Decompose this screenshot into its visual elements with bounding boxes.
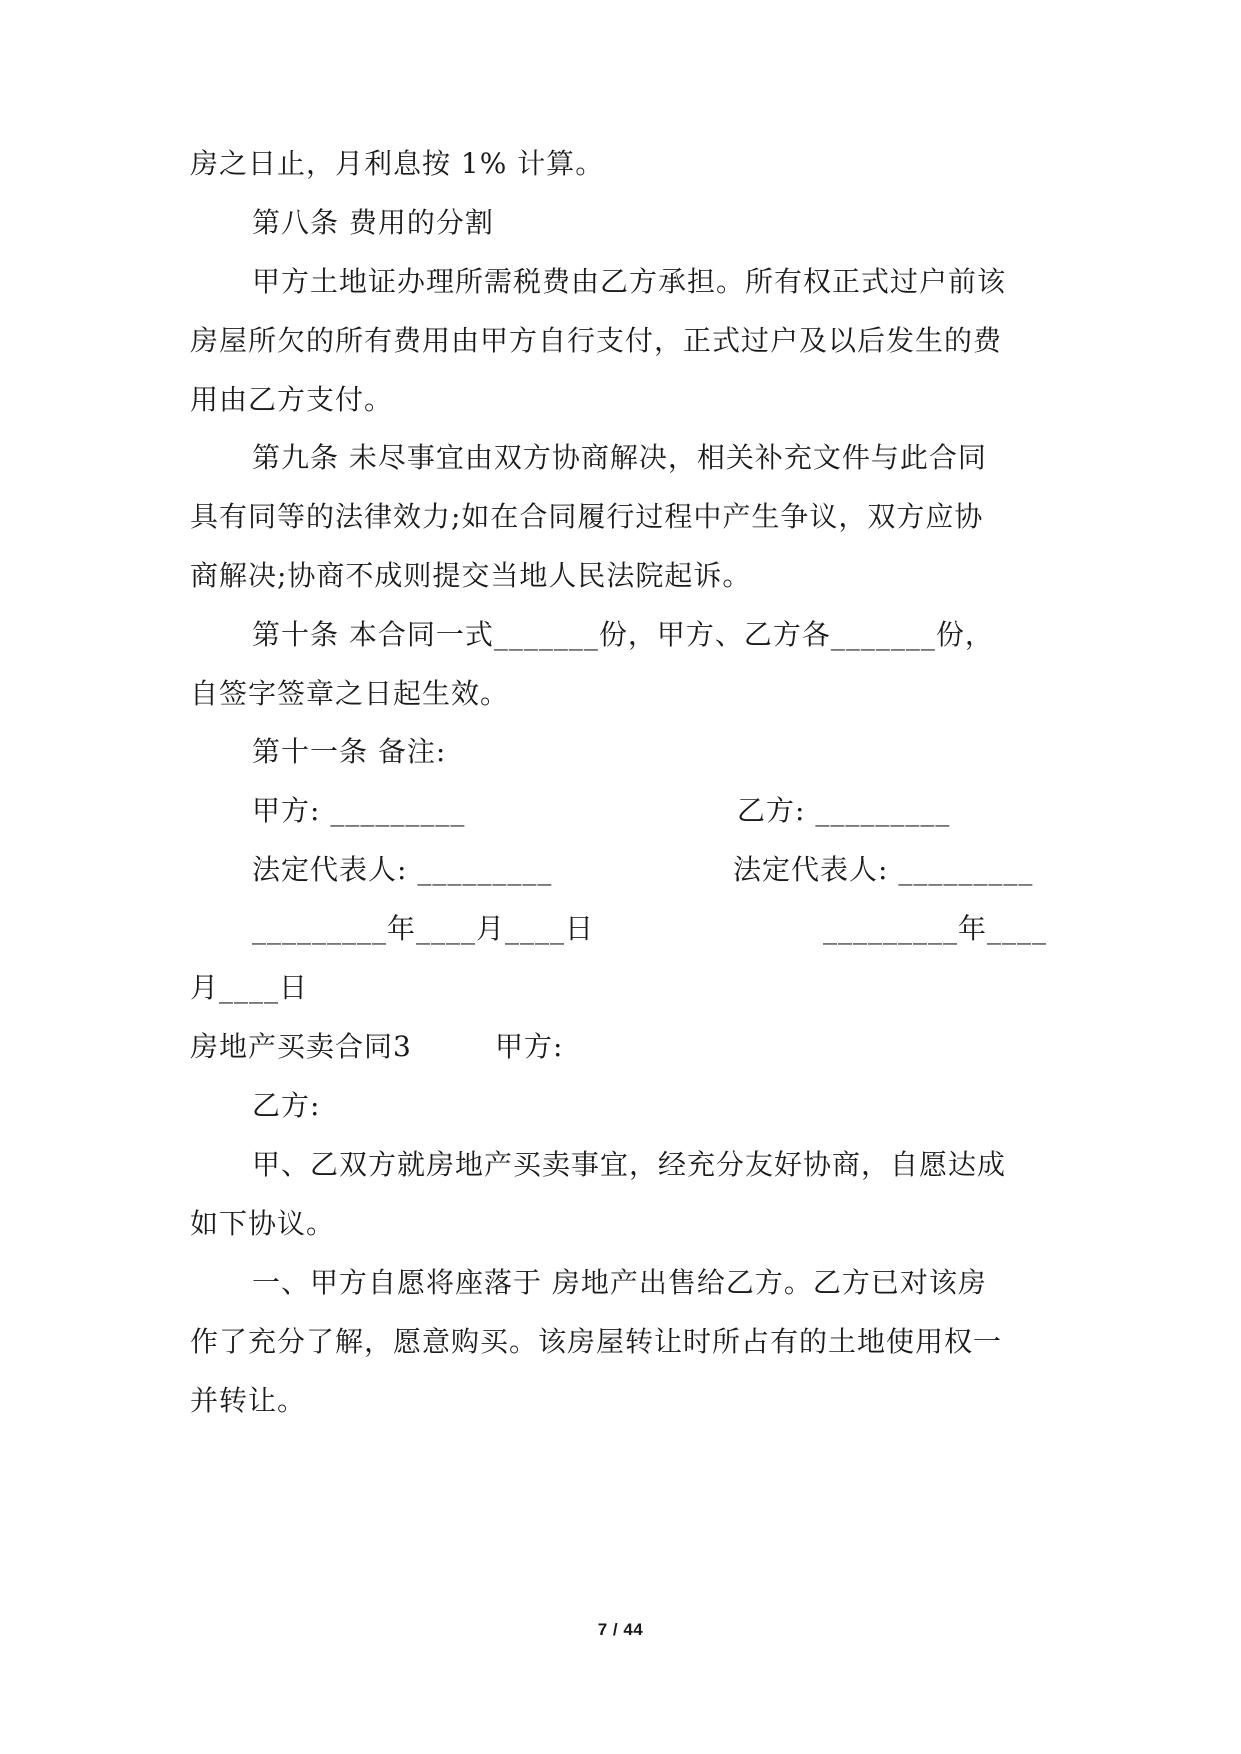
paragraph-line: 房之日止，月利息按 1% 计算。 (190, 147, 605, 180)
paragraph-line: 并转让。 (190, 1384, 307, 1417)
section-heading: 第八条 费用的分割 (252, 206, 494, 239)
paragraph-line: 作了充分了解，愿意购买。该房屋转让时所占有的土地使用权一 (190, 1325, 1003, 1358)
party-b-signature: 乙方: _________ (737, 794, 951, 827)
party-a-signature: 甲方: _________ (252, 794, 466, 827)
party-b-label: 乙方: (252, 1089, 321, 1122)
party-a-date: _________年____月____日 (252, 912, 595, 945)
paragraph-line: 商解决;协商不成则提交当地人民法院起诉。 (190, 559, 752, 592)
paragraph-line: 具有同等的法律效力;如在合同履行过程中产生争议，双方应协 (190, 500, 984, 533)
paragraph-line: 第十条 本合同一式_______份，甲方、乙方各_______份， (252, 618, 994, 651)
paragraph-line: 房屋所欠的所有费用由甲方自行支付，正式过户及以后发生的费 (190, 324, 1003, 357)
paragraph-line: 第九条 未尽事宜由双方协商解决，相关补充文件与此合同 (252, 441, 987, 474)
paragraph-line: 自签字签章之日起生效。 (190, 677, 510, 710)
paragraph-line: 甲方土地证办理所需税费由乙方承担。所有权正式过户前该 (252, 265, 1007, 298)
party-a-representative: 法定代表人: _________ (252, 853, 553, 886)
party-b-representative: 法定代表人: _________ (733, 853, 1034, 886)
section-heading: 第十一条 备注: (252, 735, 447, 768)
party-a-label: 甲方: (495, 1030, 564, 1063)
page-number: 7 / 44 (597, 1620, 644, 1639)
paragraph-line: 月____日 (190, 971, 309, 1004)
paragraph-line: 如下协议。 (190, 1207, 336, 1240)
party-b-date: _________年____ (823, 912, 1048, 945)
paragraph-line: 一、甲方自愿将座落于 房地产出售给乙方。乙方已对该房 (252, 1266, 987, 1299)
contract-title: 房地产买卖合同3 (190, 1030, 412, 1063)
paragraph-line: 用由乙方支付。 (190, 383, 394, 416)
paragraph-line: 甲、乙双方就房地产买卖事宜，经充分友好协商，自愿达成 (252, 1148, 1007, 1181)
